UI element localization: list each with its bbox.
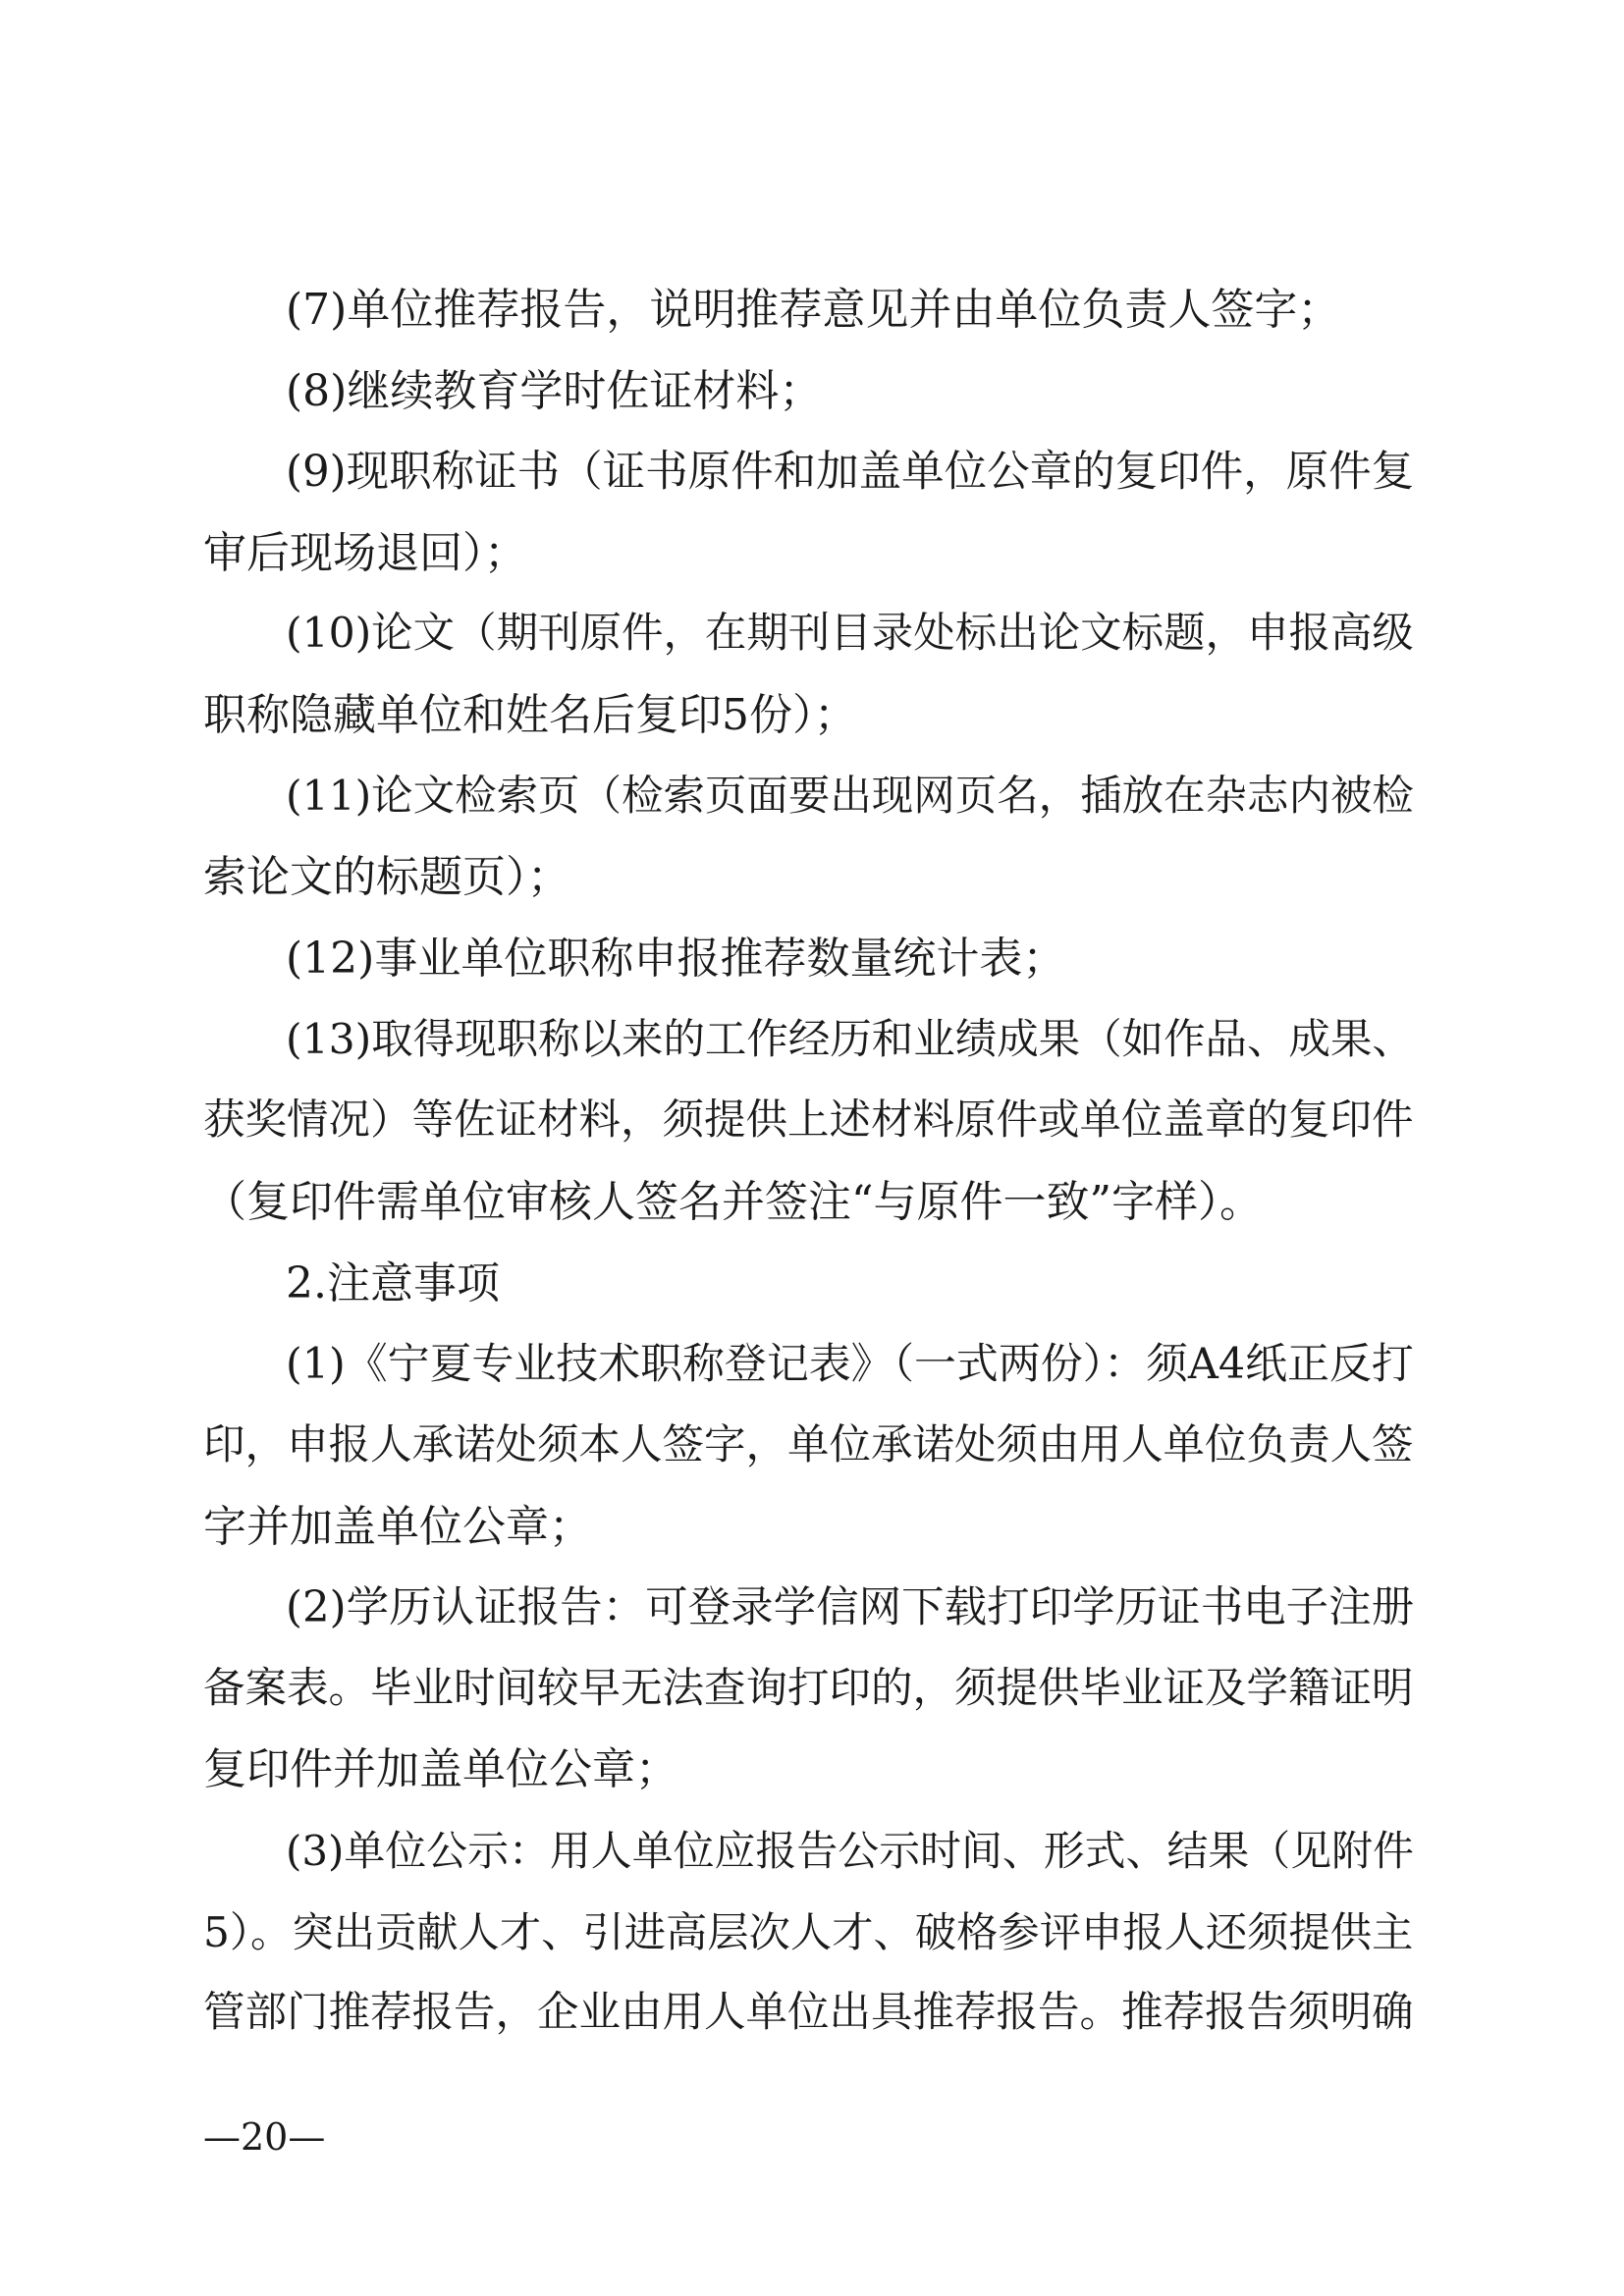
text-line <box>0 1903 1624 1962</box>
text-line <box>0 1660 1624 1719</box>
line-text: 备案表。毕业时间较早无法查询打印的，须提供毕业证及学籍证明 <box>203 1665 1414 1713</box>
line-text: 管部门推荐报告，企业由用人单位出具推荐报告。推荐报告须明确 <box>203 1989 1414 2037</box>
line-text: (12)事业单位职称申报推荐数量统计表； <box>286 934 1066 984</box>
text-line <box>0 686 1624 745</box>
line-text: 获奖情况）等佐证材料，须提供上述材料原件或单位盖章的复印件 <box>203 1096 1414 1145</box>
text-line <box>0 1416 1624 1475</box>
line-text: (3)单位公示：用人单位应报告公示时间、形式、结果（见附件 <box>286 1827 1414 1875</box>
text-line <box>0 768 1624 827</box>
text-line <box>0 281 1624 340</box>
line-text: 审后现场退回）； <box>203 528 527 578</box>
text-line <box>0 1740 1624 1799</box>
text-line <box>0 1011 1624 1070</box>
line-text: 字并加盖单位公章； <box>203 1502 592 1552</box>
line-text: (10)论文（期刊原件，在期刊目录处标出论文标题，申报高级 <box>286 610 1414 658</box>
text-line <box>0 1092 1624 1150</box>
text-line <box>0 1578 1624 1637</box>
text-line <box>0 1984 1624 2043</box>
text-line <box>0 1335 1624 1394</box>
text-line <box>0 848 1624 907</box>
line-text: 5）。突出贡献人才、引进高层次人才、破格参评申报人还须提供主 <box>203 1908 1414 1956</box>
line-text: 印，申报人承诺处须本人签字，单位承诺处须由用人单位负责人签 <box>203 1421 1414 1469</box>
line-text: (13)取得现职称以来的工作经历和业绩成果（如作品、成果、 <box>286 1016 1414 1064</box>
text-line <box>0 362 1624 421</box>
text-line <box>0 1173 1624 1232</box>
text-line <box>0 524 1624 583</box>
line-text: (7)单位推荐报告，说明推荐意见并由单位负责人签字； <box>286 285 1341 335</box>
text-line <box>0 930 1624 988</box>
page-number: —20— <box>203 2115 326 2159</box>
line-text: 复印件并加盖单位公章； <box>203 1744 678 1794</box>
text-line <box>0 1498 1624 1557</box>
line-text: (1)《宁夏专业技术职称登记表》（一式两份）：须A4纸正反打 <box>286 1340 1414 1389</box>
text-line <box>0 1822 1624 1881</box>
line-text: 职称隐藏单位和姓名后复印5份）； <box>203 690 857 740</box>
line-text: 索论文的标题页）； <box>203 852 570 902</box>
line-text: (11)论文检索页（检索页面要出现网页名，插放在杂志内被检 <box>286 773 1414 821</box>
line-text: 2.注意事项 <box>286 1258 500 1308</box>
line-text: （复印件需单位审核人签名并签注“与原件一致”字样）。 <box>203 1177 1263 1227</box>
line-text: (2)学历认证报告：可登录学信网下载打印学历证书电子注册 <box>286 1583 1415 1632</box>
line-text: (8)继续教育学时佐证材料； <box>286 366 823 416</box>
section-heading <box>0 1255 1624 1313</box>
text-line <box>0 443 1624 502</box>
line-text: (9)现职称证书（证书原件和加盖单位公章的复印件，原件复 <box>286 448 1415 497</box>
text-line <box>0 605 1624 664</box>
